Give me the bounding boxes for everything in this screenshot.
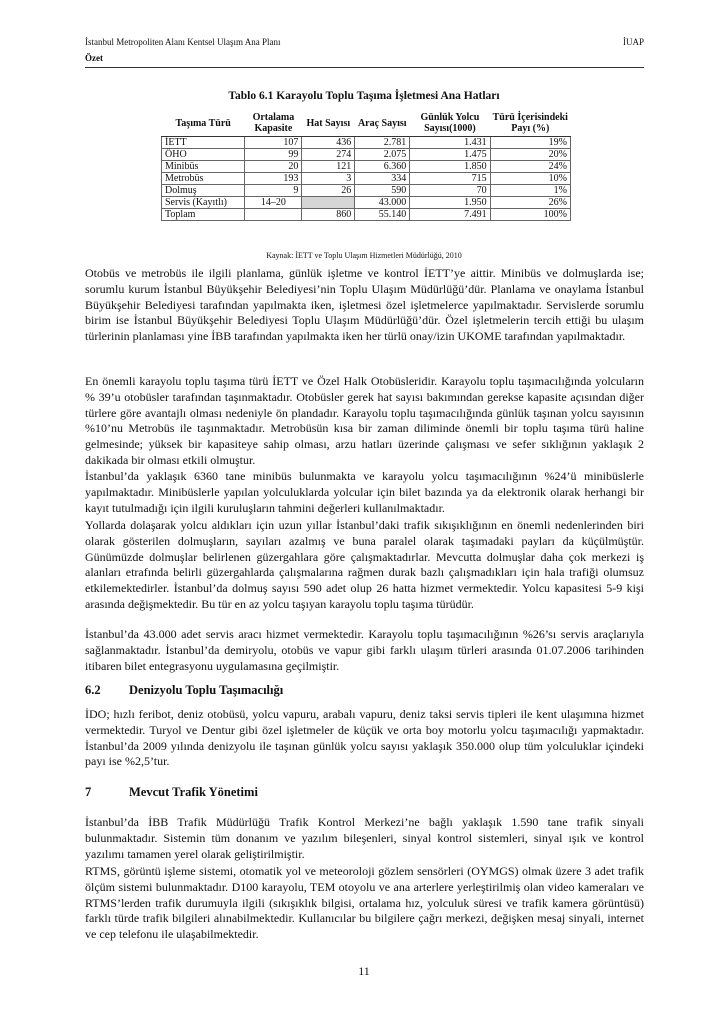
running-header-section: Özet bbox=[85, 53, 103, 63]
table-cell: 860 bbox=[302, 209, 355, 221]
section-heading bbox=[85, 785, 258, 800]
table-cell: 2.075 bbox=[355, 149, 410, 161]
table-cell bbox=[245, 209, 302, 221]
table-cell: 121 bbox=[302, 161, 355, 173]
table-cell: 3 bbox=[302, 173, 355, 185]
table-cell: 1.475 bbox=[410, 149, 490, 161]
table-cell: 70 bbox=[410, 185, 490, 197]
section-heading bbox=[85, 683, 283, 698]
table-cell: 7.491 bbox=[410, 209, 490, 221]
table-cell: 2.781 bbox=[355, 137, 410, 149]
table-row bbox=[162, 173, 571, 185]
table-row bbox=[162, 149, 571, 161]
table-cell: Dolmuş bbox=[162, 185, 245, 197]
paragraph: RTMS, görüntü işleme sistemi, otomatik yol ve meteoroloji gözlem sensörleri (OYMGS) olmak üzere 3 adet trafik ölçüm sistemi bulunmaktadır. D100 karayolu, TEM otoyolu ve ana arterlere yerleştirilmiş olan video kameraları ve RTMS’lerden trafik durumuyla ilgili (sıkışıklık bilgisi, ortalama hız, yolculuk süresi ve trafik kamera görüntüsü) farklı türde trafik bilgileri alınabilmektedir. Kullanıcılar bu bilgilere çağrı merkezi, değişken mesaj sinyali, internet ve cep telefonu ile ulaşabilmektedir. bbox=[85, 864, 644, 942]
table-cell: Metrobüs bbox=[162, 173, 245, 185]
paragraph: En önemli karayolu toplu taşıma türü İETT ve Özel Halk Otobüsleridir. Karayolu toplu taşımacılığında yolcuların % 39’u otobüsler tarafından taşınmaktadır. Otobüsler gerek hat sayısı bakımından gerekse kapasite açısından diğer türlere göre avantajlı olması nedeniyle ön plandadır. Karayolu toplu taşımacılığında günlük taşınan yolcu sayısının %10’nu Metrobüs ile taşınmaktadır. Metrobüsün kısa bir zaman diliminde önemli bir toplu taşıma türü haline gelmesinde; yüksek bir kapasiteye sahip olması, arzu hatları üzerinde çalışması ve sefer sıklığının yaklaşık 2 dakikada bir olması etkili olmuştur. bbox=[85, 374, 644, 467]
table-cell: 14–20 bbox=[245, 197, 302, 209]
table-cell: 1.431 bbox=[410, 137, 490, 149]
table-cell: Servis (Kayıtlı) bbox=[162, 197, 245, 209]
section-title: Denizyolu Toplu Taşımacılığı bbox=[129, 683, 284, 697]
table-row bbox=[162, 185, 571, 197]
table-cell: 274 bbox=[302, 149, 355, 161]
table-cell: İETT bbox=[162, 137, 245, 149]
table-cell: 334 bbox=[355, 173, 410, 185]
paragraph: İstanbul’da yaklaşık 6360 tane minibüs bulunmakta ve karayolu yolcu taşımacılığının %24’ü minibüslerle yapılmaktadır. Minibüslerle yapılan yolculuklarda yolcular için bilet bazında ya da elektronik olarak herhangi bir kayıt tutulmadığı için ilgili kuruluşların tahmini değerleri kullanılmaktadır. bbox=[85, 469, 644, 515]
column-header: Günlük Yolcu Sayısı(1000) bbox=[410, 110, 490, 137]
table-cell-empty bbox=[302, 197, 355, 209]
table-cell: 1.850 bbox=[410, 161, 490, 173]
table-cell: 1% bbox=[490, 185, 570, 197]
table-title: Tablo 6.1 Karayolu Toplu Taşıma İşletmesi Ana Hatları bbox=[228, 90, 500, 102]
section-title: Mevcut Trafik Yönetimi bbox=[129, 785, 258, 799]
table-row bbox=[162, 161, 571, 173]
section-number: 7 bbox=[85, 785, 92, 799]
table-cell: 436 bbox=[302, 137, 355, 149]
table-header-row bbox=[162, 110, 571, 137]
table-cell: 590 bbox=[355, 185, 410, 197]
table-cell: 19% bbox=[490, 137, 570, 149]
table-cell: 1.950 bbox=[410, 197, 490, 209]
running-header-title: İstanbul Metropoliten Alanı Kentsel Ulaşım Ana Planı bbox=[85, 37, 281, 47]
table-cell: 20 bbox=[245, 161, 302, 173]
paragraph: İDO; hızlı feribot, deniz otobüsü, yolcu vapuru, arabalı vapuru, deniz taksi servis tipleri ile kent ulaşımına hizmet vermektedir. Turyol ve Dentur gibi özel işletmeler de küçük ve orta boy motorlu yolcu taşımacılığı yapmaktadır. İstanbul’da 2009 yılında denizyolu ile taşınan günlük yolcu sayısı yaklaşık 350.000 olup tüm yolculuklar içindeki payı ise %2,5’tur. bbox=[85, 707, 644, 769]
table-cell: 9 bbox=[245, 185, 302, 197]
paragraph: Otobüs ve metrobüs ile ilgili planlama, günlük işletme ve kontrol İETT’ye aittir. Minibüs ve dolmuşlarda ise; sorumlu kurum İstanbul Büyükşehir Belediyesi’nin Toplu Ulaşım Müdürlüğü’dür. Planlama ve onaylama İstanbul Büyükşehir Belediyesi tarafından yapılmakta iken, işletmesi özel işletmelerce yapılmaktadır. Servislerde sorumlu birim ise İstanbul Büyükşehir Belediyesi Toplu Ulaşım Müdürlüğü’dür. Özel işletmelerin tercih ettiği bu ulaşım türlerinin planlaması yine İBB tarafından yapılmakta iken her türlü onay/izin UKOME tarafından yapılmaktadır. bbox=[85, 266, 644, 344]
table-cell: Toplam bbox=[162, 209, 245, 221]
column-header: Ortalama Kapasite bbox=[245, 110, 302, 137]
column-header: Hat Sayısı bbox=[302, 110, 355, 137]
table-cell: 107 bbox=[245, 137, 302, 149]
table-cell: 193 bbox=[245, 173, 302, 185]
table-cell: 24% bbox=[490, 161, 570, 173]
transport-table bbox=[161, 110, 571, 221]
paragraph: İstanbul’da İBB Trafik Müdürlüğü Trafik Kontrol Merkezi’ne bağlı yaklaşık 1.590 tane trafik sinyali bulunmaktadır. Sistemin tüm donanım ve yazılım bileşenleri, sinyal kontrol sistemleri, sinyal ışık ve kontrol yazılımı tamamen yerel olarak geliştirilmiştir. bbox=[85, 815, 644, 861]
column-header: Araç Sayısı bbox=[355, 110, 410, 137]
table-cell: 55.140 bbox=[355, 209, 410, 221]
page-number: 11 bbox=[358, 964, 370, 978]
table-cell: 99 bbox=[245, 149, 302, 161]
paragraph: Yollarda dolaşarak yolcu aldıkları için uzun yıllar İstanbul’daki trafik sıkışıklığının en önemli nedenlerinden biri olarak gösterilen dolmuşların, sayıları azalmış ve buna paralel olarak taşımadaki payları da küçülmüştür. Günümüzde dolmuşlar belirlenen güzergahlara göre çalışmaktadırlar. Mevcutta dolmuşlar daha çok merkezi iş alanları etrafında belirli güzergahlarda çalışmalarına rağmen durak bazlı çalışmadıkları için hala trafiği olumsuz etkilemektedirler. İstanbul’da dolmuş sayısı 590 adet olup 26 hatta hizmet vermektedir. Yolcu kapasitesi 5-9 kişi arasında değişmektedir. Bu tür en az yolcu taşıyan karayolu toplu taşıma türüdür. bbox=[85, 518, 644, 611]
table-cell: 43.000 bbox=[355, 197, 410, 209]
table-cell: 10% bbox=[490, 173, 570, 185]
table-cell: 26 bbox=[302, 185, 355, 197]
header-divider bbox=[85, 67, 644, 68]
running-header-code: İUAP bbox=[622, 37, 644, 47]
table-source: Kaynak: İETT ve Toplu Ulaşım Hizmetleri Müdürlüğü, 2010 bbox=[266, 251, 462, 260]
column-header: Türü İçerisindeki Payı (%) bbox=[490, 110, 570, 137]
table-cell: 100% bbox=[490, 209, 570, 221]
table-cell: 6.360 bbox=[355, 161, 410, 173]
column-header: Taşıma Türü bbox=[162, 110, 245, 137]
table-cell: 715 bbox=[410, 173, 490, 185]
paragraph: İstanbul’da 43.000 adet servis aracı hizmet vermektedir. Karayolu toplu taşımacılığının %26’sı servis araçlarıyla sağlanmaktadır. İstanbul’da demiryolu, otobüs ve vapur gibi farklı ulaşım türleri arasında 01.07.2006 tarihinden itibaren bilet entegrasyonu uygulamasına geçilmiştir. bbox=[85, 627, 644, 673]
table-row bbox=[162, 137, 571, 149]
table-cell: ÖHO bbox=[162, 149, 245, 161]
table-row bbox=[162, 197, 571, 209]
table-row-total bbox=[162, 209, 571, 221]
table-cell: Minibüs bbox=[162, 161, 245, 173]
section-number: 6.2 bbox=[85, 683, 101, 697]
table-cell: 20% bbox=[490, 149, 570, 161]
table-cell: 26% bbox=[490, 197, 570, 209]
